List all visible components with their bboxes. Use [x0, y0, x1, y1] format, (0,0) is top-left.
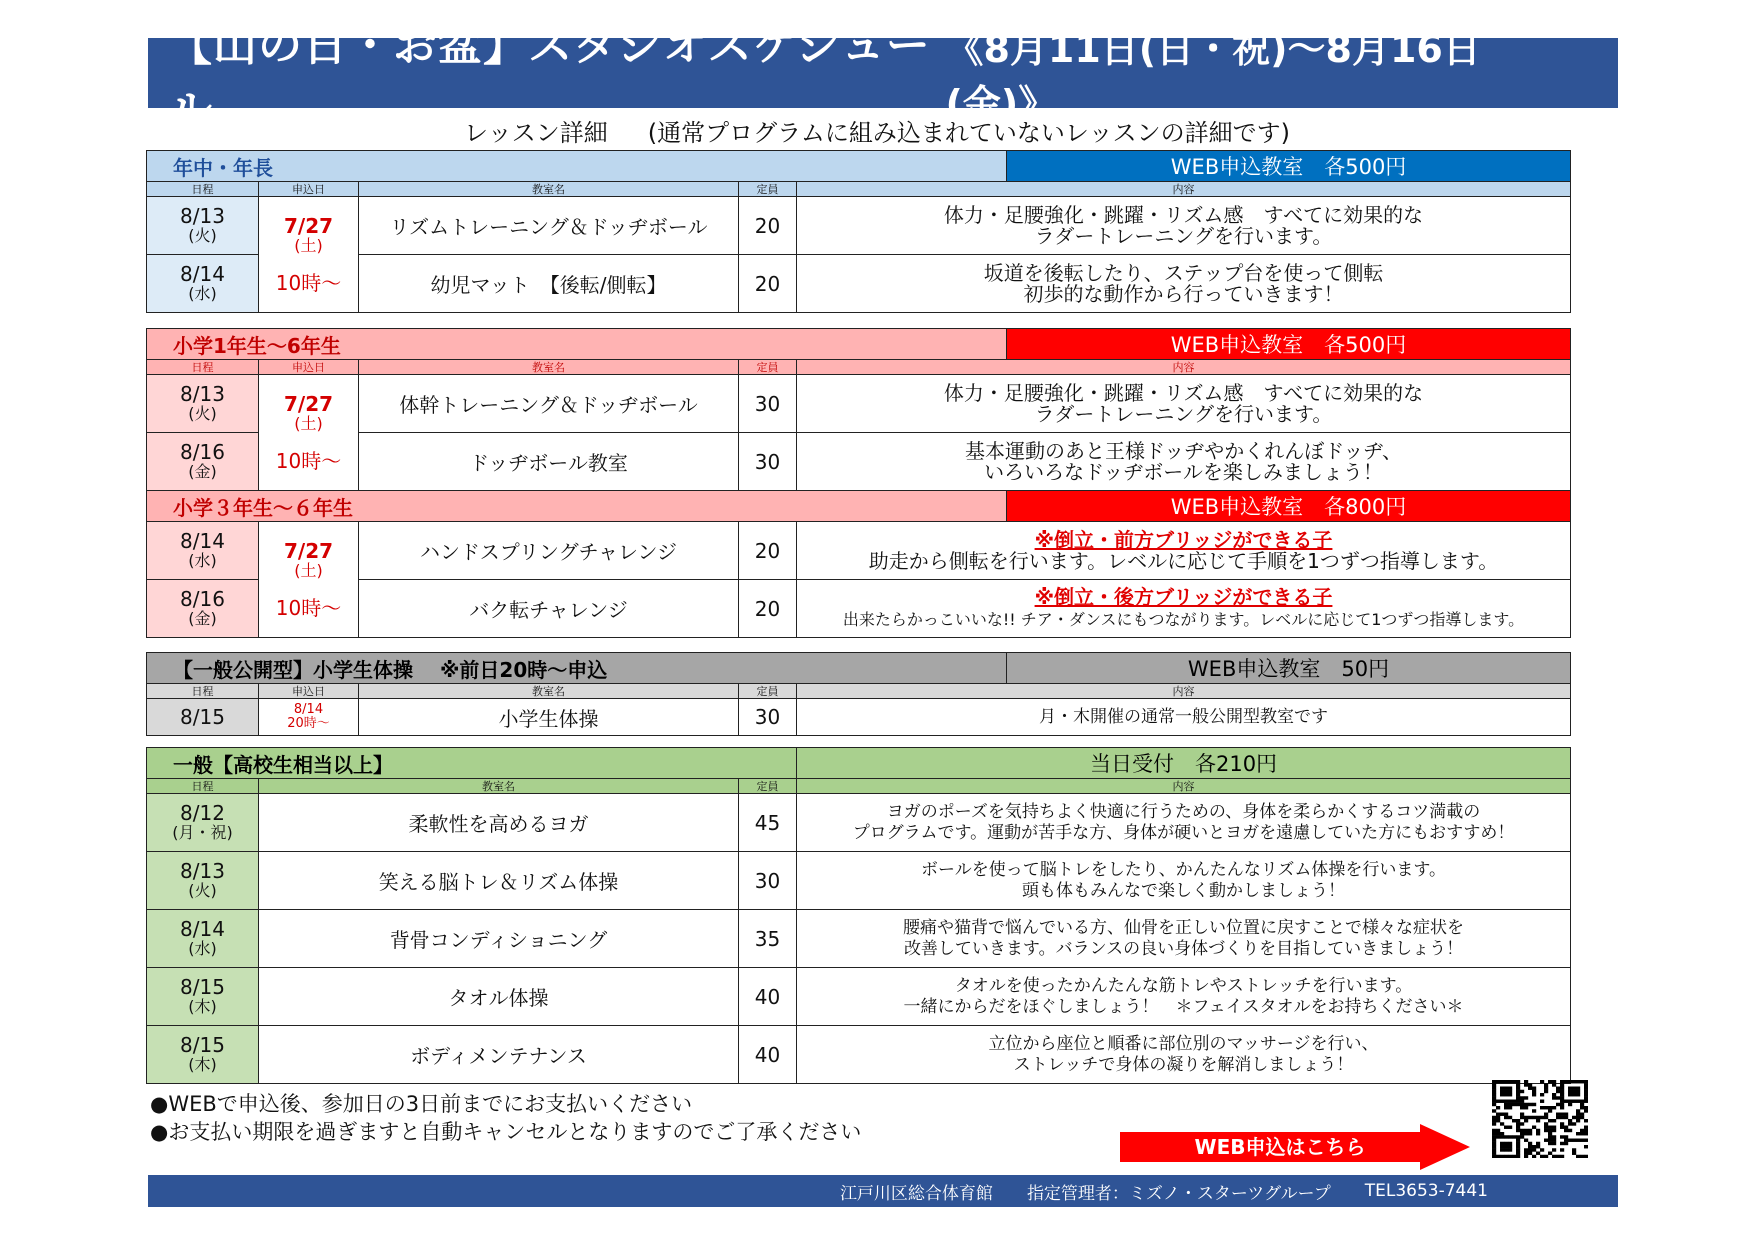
note-item: ●WEBで申込後、参加日の3日前までにお支払いください	[150, 1092, 693, 1116]
section-adult	[146, 747, 1571, 1084]
description: 体力・足腰強化・跳躍・リズム感 すべてに効果的な ラダートレーニングを行います。	[797, 197, 1571, 255]
subtitle-note: (通常プログラムに組み込まれていないレッスンの詳細です)	[647, 119, 1290, 147]
date-cell: 8/15 (木)	[147, 968, 259, 1026]
requirement-note: ※倒立・後方ブリッジができる子	[1034, 585, 1333, 609]
class-name: 体幹トレーニング＆ドッヂボール	[359, 375, 739, 433]
col-date: 日程	[147, 360, 259, 375]
table-row	[147, 910, 1571, 968]
section-elementary	[146, 328, 1571, 638]
web-apply-button[interactable]	[1120, 1124, 1470, 1170]
description: ヨガのポーズを気持ちよく快適に行うための、身体を柔らかくするコツ満載の プログラムです。運動が苦手な方、身体が硬いとヨガを遠慮していた方にもおすすめ！	[797, 794, 1571, 852]
col-class: 教室名	[259, 779, 739, 794]
description: 坂道を後転したり、ステップ台を使って側転 初歩的な動作から行っていきます！	[797, 255, 1571, 313]
apply-date-cell: 8/14 20時〜	[259, 699, 359, 736]
class-name: タオル体操	[259, 968, 739, 1026]
description: ※倒立・前方ブリッジができる子 助走から側転を行います。レベルに応じて手順を1つずつ指導します。	[797, 522, 1571, 580]
apply-date-cell: 7/27 (土) 10時〜	[259, 522, 359, 638]
section-title: 【一般公開型】小学生体操 ※前日20時〜申込	[147, 653, 1007, 684]
col-capacity: 定員	[739, 779, 797, 794]
manager-info: 指定管理者：ミズノ・スターツグループ	[1026, 1183, 1331, 1204]
payment-notes	[150, 1090, 861, 1146]
description: ※倒立・後方ブリッジができる子 出来たらかっこいいな!! チア・ダンスにもつながります。レベルに応じて1つずつ指導します。	[797, 580, 1571, 638]
col-class: 教室名	[359, 684, 739, 699]
web-apply-label: WEB申込はこちら	[1194, 1135, 1366, 1159]
col-apply: 申込日	[259, 182, 359, 197]
class-name: 笑える脳トレ＆リズム体操	[259, 852, 739, 910]
date-cell: 8/16 (金)	[147, 580, 259, 638]
description: 体力・足腰強化・跳躍・リズム感 すべてに効果的な ラダートレーニングを行います。	[797, 375, 1571, 433]
table-row	[147, 699, 1571, 736]
capacity: 35	[739, 910, 797, 968]
subtitle	[0, 113, 1754, 147]
capacity: 30	[739, 852, 797, 910]
section-title: 小学３年生〜６年生	[147, 491, 1007, 522]
col-apply: 申込日	[259, 684, 359, 699]
col-content: 内容	[797, 779, 1571, 794]
col-date: 日程	[147, 684, 259, 699]
col-date: 日程	[147, 779, 259, 794]
description: 基本運動のあと王様ドッヂやかくれんぼドッヂ、 いろいろなドッヂボールを楽しみましょう！	[797, 433, 1571, 491]
col-capacity: 定員	[739, 182, 797, 197]
table-row	[147, 375, 1571, 433]
table-row	[147, 255, 1571, 313]
capacity: 40	[739, 1026, 797, 1084]
col-class: 教室名	[359, 182, 739, 197]
class-name: ボディメンテナンス	[259, 1026, 739, 1084]
table-row	[147, 580, 1571, 638]
section-title: 小学1年生〜6年生	[147, 329, 1007, 360]
requirement-note: ※倒立・前方ブリッジができる子	[1034, 527, 1333, 552]
phone-number: TEL3653-7441	[1364, 1181, 1488, 1201]
col-content: 内容	[797, 360, 1571, 375]
description: ボールを使って脳トレをしたり、かんたんなリズム体操を行います。 頭も体もみんなで楽しく動かしましょう！	[797, 852, 1571, 910]
date-cell: 8/15 (木)	[147, 1026, 259, 1084]
class-name: 背骨コンディショニング	[259, 910, 739, 968]
web-price: WEB申込教室 各500円	[1007, 329, 1571, 360]
section-kids	[146, 150, 1571, 313]
date-cell: 8/14 (水)	[147, 910, 259, 968]
capacity: 30	[739, 375, 797, 433]
date-cell: 8/13 (火)	[147, 852, 259, 910]
col-capacity: 定員	[739, 684, 797, 699]
capacity: 45	[739, 794, 797, 852]
class-name: ドッヂボール教室	[359, 433, 739, 491]
capacity: 20	[739, 255, 797, 313]
web-price: WEB申込教室 50円	[1007, 653, 1571, 684]
table-row	[147, 968, 1571, 1026]
col-apply: 申込日	[259, 360, 359, 375]
web-price: WEB申込教室 各500円	[1007, 151, 1571, 182]
date-cell: 8/14 (水)	[147, 522, 259, 580]
capacity: 20	[739, 522, 797, 580]
class-name: ハンドスプリングチャレンジ	[359, 522, 739, 580]
schedule-dates: 《8月11日(日・祝)〜8月16日(金)》	[945, 27, 1481, 126]
capacity: 40	[739, 968, 797, 1026]
class-name: 柔軟性を高めるヨガ	[259, 794, 739, 852]
table-row	[147, 522, 1571, 580]
note-item: ●お支払い期限を過ぎますと自動キャンセルとなりますのでご了承ください	[150, 1120, 862, 1144]
table-row	[147, 1026, 1571, 1084]
web-price: WEB申込教室 各800円	[1007, 491, 1571, 522]
class-name: 幼児マット 【後転/側転】	[359, 255, 739, 313]
section-title: 一般【高校生相当以上】	[147, 748, 797, 779]
col-content: 内容	[797, 182, 1571, 197]
date-cell: 8/14 (水)	[147, 255, 259, 313]
date-cell: 8/13 (火)	[147, 197, 259, 255]
description: 腰痛や猫背で悩んでいる方、仙骨を正しい位置に戻すことで様々な症状を 改善していきます。バランスの良い身体づくりを目指していきましょう！	[797, 910, 1571, 968]
section-open-class	[146, 652, 1571, 736]
date-cell: 8/13 (火)	[147, 375, 259, 433]
capacity: 30	[739, 699, 797, 736]
venue-name: 江戸川区総合体育館	[839, 1183, 993, 1204]
table-row	[147, 794, 1571, 852]
page-footer	[148, 1175, 1618, 1207]
table-row	[147, 433, 1571, 491]
price-info: 当日受付 各210円	[797, 748, 1571, 779]
page-title: 【山の日・お盆】スタジオスケジュール	[168, 20, 931, 135]
section-title: 年中・年長	[147, 151, 1007, 182]
col-class: 教室名	[359, 360, 739, 375]
date-cell: 8/15	[147, 699, 259, 736]
capacity: 30	[739, 433, 797, 491]
table-row	[147, 852, 1571, 910]
subtitle-main: レッスン詳細	[463, 119, 608, 147]
apply-date-cell: 7/27 (土) 10時〜	[259, 197, 359, 313]
qr-code-icon[interactable]	[1492, 1080, 1588, 1158]
col-capacity: 定員	[739, 360, 797, 375]
description: 立位から座位と順番に部位別のマッサージを行い、 ストレッチで身体の凝りを解消しましょう！	[797, 1026, 1571, 1084]
class-name: バク転チャレンジ	[359, 580, 739, 638]
capacity: 20	[739, 580, 797, 638]
table-row	[147, 197, 1571, 255]
date-cell: 8/12 (月・祝)	[147, 794, 259, 852]
date-cell: 8/16 (金)	[147, 433, 259, 491]
description: 月・木開催の通常一般公開型教室です	[797, 699, 1571, 736]
col-date: 日程	[147, 182, 259, 197]
col-content: 内容	[797, 684, 1571, 699]
apply-date-cell: 7/27 (土) 10時〜	[259, 375, 359, 491]
class-name: リズムトレーニング＆ドッヂボール	[359, 197, 739, 255]
description: タオルを使ったかんたんな筋トレやストレッチを行います。 一緒にからだをほぐしましょう！ ＊フェイスタオルをお持ちください＊	[797, 968, 1571, 1026]
class-name: 小学生体操	[359, 699, 739, 736]
capacity: 20	[739, 197, 797, 255]
